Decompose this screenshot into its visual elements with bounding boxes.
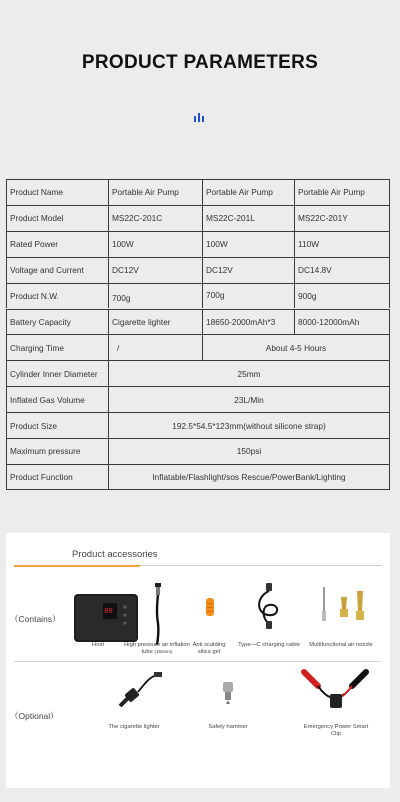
row-value: 23L/Min <box>109 386 390 412</box>
svg-text:88: 88 <box>104 607 113 615</box>
row-value: Inflatable/Flashlight/sos Rescue/PowerBank/Lighting <box>109 464 390 490</box>
row-value: About 4-5 Hours <box>203 334 390 360</box>
air-nozzle-caption: Multifunctional air nozzle <box>309 642 373 648</box>
row-label: Inflated Gas Volume <box>6 386 109 412</box>
safety-hammer-icon <box>220 682 236 704</box>
row-value: DC14.8V <box>295 257 390 283</box>
row-label: Product Size <box>6 412 109 438</box>
row-value: 8000-12000mAh <box>295 309 390 335</box>
row-value: 110W <box>295 231 390 257</box>
row-value: 100W <box>203 231 295 257</box>
row-value: 18650-2000mAh*3 <box>203 309 295 335</box>
row-value: / <box>109 334 203 360</box>
row-value: 700g <box>109 283 203 309</box>
row-label: Voltage and Current <box>6 257 109 283</box>
row-label: Charging Time <box>6 334 109 360</box>
row-value: Portable Air Pump <box>295 179 390 205</box>
row-value: DC12V <box>109 257 203 283</box>
hammer-caption: Safety hammer <box>208 724 248 730</box>
lighter-caption: The cigarette lighter <box>108 724 160 730</box>
air-nozzle-icon <box>319 587 369 627</box>
cigarette-lighter-icon <box>116 672 164 712</box>
row-label: Product Model <box>6 205 109 231</box>
row-label: Product Function <box>6 464 109 490</box>
row-value: 25mm <box>109 360 390 386</box>
tube-caption-note: (150mm) <box>154 649 173 655</box>
tube-caption-text: High pressure air inflation tube <box>124 642 190 656</box>
parameters-table <box>6 179 390 490</box>
row-label: Cylinder Inner Diameter <box>6 360 109 386</box>
row-value: 700g <box>203 283 295 309</box>
optional-label: （Optional） <box>10 711 59 721</box>
pump-host-icon <box>73 593 139 643</box>
accessories-panel <box>6 533 390 788</box>
row-value: Portable Air Pump <box>109 179 203 205</box>
row-label: Battery Capacity <box>6 309 109 335</box>
row-label: Product Name <box>6 179 109 205</box>
type-c-caption: Type—C charging cable <box>238 642 300 648</box>
row-label: Rated Power <box>6 231 109 257</box>
decorative-marks <box>194 113 204 122</box>
host-caption: Host <box>92 642 104 648</box>
silica-gel-icon <box>205 597 215 617</box>
row-value: 100W <box>109 231 203 257</box>
silica-gel-caption: Anti scalding silica gel <box>192 642 226 656</box>
page-title: PRODUCT PARAMETERS <box>81 52 319 73</box>
contains-label: （Contains） <box>10 614 61 624</box>
row-value: MS22C-201C <box>109 205 203 231</box>
type-c-cable-icon <box>254 583 284 629</box>
power-clip-icon <box>300 666 370 714</box>
clip-caption: Emergency Power Smart Clip <box>303 724 369 738</box>
row-value: 192.5*54.5*123mm(without silicone strap) <box>109 412 390 438</box>
air-tube-icon <box>152 583 164 645</box>
row-value: Cigarette lighter <box>109 309 203 335</box>
row-value: MS22C-201Y <box>295 205 390 231</box>
row-label: Maximum pressure <box>6 438 109 464</box>
row-value: DC12V <box>203 257 295 283</box>
accessories-divider <box>14 565 382 566</box>
row-value: MS22C-201L <box>203 205 295 231</box>
row-value: Portable Air Pump <box>203 179 295 205</box>
row-value: 900g <box>295 283 390 309</box>
row-separator <box>14 661 382 662</box>
row-value: 150psi <box>109 438 390 464</box>
row-label: Product N.W. <box>6 283 109 309</box>
tube-caption <box>124 642 190 656</box>
accessories-title: Product accessories <box>72 549 158 560</box>
